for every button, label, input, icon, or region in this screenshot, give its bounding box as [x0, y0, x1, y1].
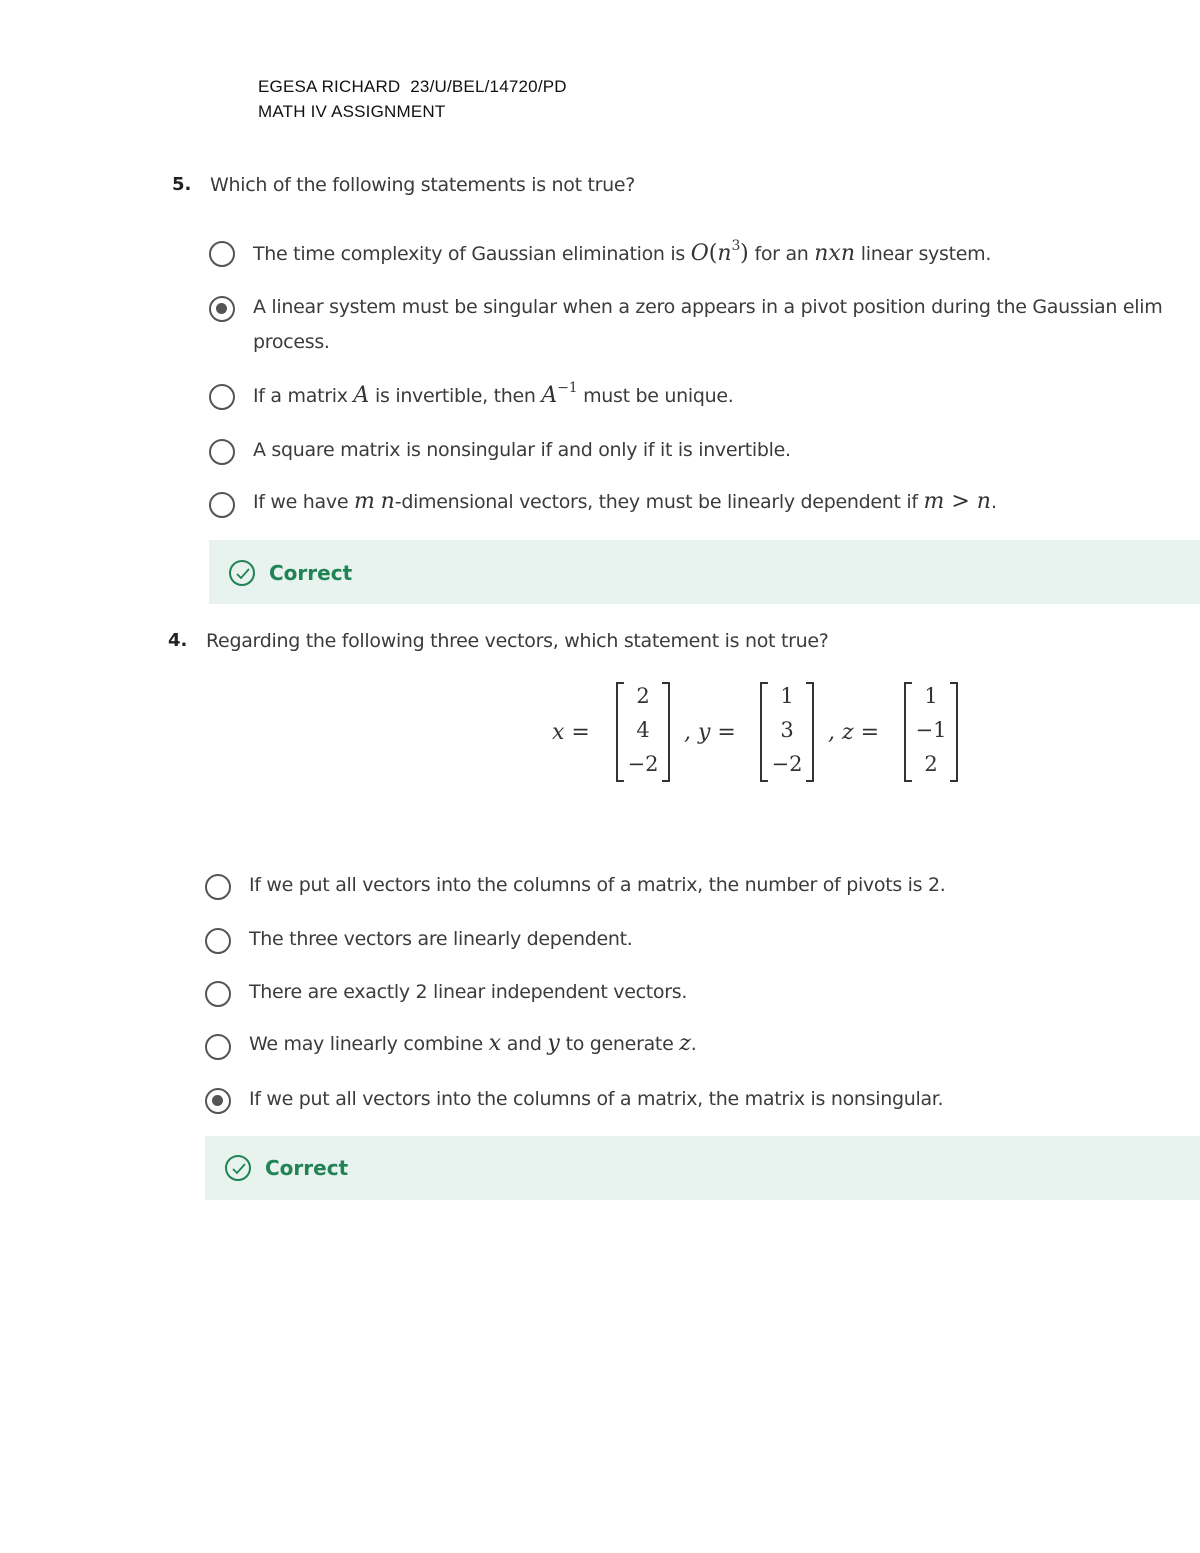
radio-button[interactable]: [205, 928, 231, 954]
check-circle-icon: [229, 560, 255, 586]
x-label: x =: [552, 720, 590, 745]
option-label: The time complexity of Gaussian elimination is $O(n^3)$ for an nxn linear system.: [253, 238, 992, 266]
question-5-number: 5.: [172, 174, 192, 195]
radio-button[interactable]: [209, 241, 235, 267]
option-label: There are exactly 2 linear independent vectors.: [249, 981, 688, 1003]
vector-entry: −2: [771, 752, 803, 776]
option-label: A square matrix is nonsingular if and only if it is invertible.: [253, 439, 791, 461]
radio-button[interactable]: [205, 874, 231, 900]
question-5-prompt: Which of the following statements is not true?: [210, 174, 636, 196]
vector-y: [760, 680, 814, 784]
radio-button-selected[interactable]: [205, 1088, 231, 1114]
vector-z: [904, 680, 958, 784]
assignment-title: MATH IV ASSIGNMENT: [258, 102, 446, 121]
vector-entry: 1: [924, 684, 938, 708]
document-header: [258, 74, 567, 124]
vector-entry: 4: [636, 718, 650, 742]
option-label-line2: process.: [253, 331, 330, 353]
radio-button[interactable]: [209, 384, 235, 410]
feedback-label: Correct: [265, 1156, 349, 1180]
feedback-label: Correct: [269, 561, 353, 585]
radio-button[interactable]: [205, 981, 231, 1007]
option-label: If we put all vectors into the columns of a matrix, the number of pivots is 2.: [249, 874, 946, 896]
radio-button[interactable]: [209, 492, 235, 518]
vector-entry: −1: [915, 718, 947, 742]
option-label: We may linearly combine x and y to generate z.: [249, 1031, 697, 1056]
vector-entry: 2: [924, 752, 938, 776]
vector-equation: [548, 680, 968, 790]
z-label: , z =: [828, 720, 880, 745]
vector-entry: 1: [780, 684, 794, 708]
q5-feedback-banner: [209, 540, 1200, 604]
question-4-prompt: Regarding the following three vectors, which statement is not true?: [206, 630, 829, 652]
student-info: EGESA RICHARD 23/U/BEL/14720/PD: [258, 77, 567, 96]
q4-feedback-banner: [205, 1136, 1200, 1200]
radio-button[interactable]: [209, 439, 235, 465]
option-label: If a matrix A is invertible, then $A^{-1}$ must be unique.: [253, 380, 734, 408]
vector-entry: −2: [627, 752, 659, 776]
option-label-line1: A linear system must be singular when a zero appears in a pivot position during the Gaussian elim: [253, 296, 1163, 318]
vector-x: [616, 680, 670, 784]
option-label: If we have m n-dimensional vectors, they must be linearly dependent if m > n.: [253, 489, 997, 514]
check-circle-icon: [225, 1155, 251, 1181]
radio-button[interactable]: [205, 1034, 231, 1060]
vector-entry: 3: [780, 718, 794, 742]
radio-button-selected[interactable]: [209, 296, 235, 322]
option-label: The three vectors are linearly dependent.: [249, 928, 633, 950]
question-4-number: 4.: [168, 630, 188, 651]
y-label: , y =: [684, 720, 736, 745]
option-label: If we put all vectors into the columns of a matrix, the matrix is nonsingular.: [249, 1088, 944, 1110]
vector-entry: 2: [636, 684, 650, 708]
